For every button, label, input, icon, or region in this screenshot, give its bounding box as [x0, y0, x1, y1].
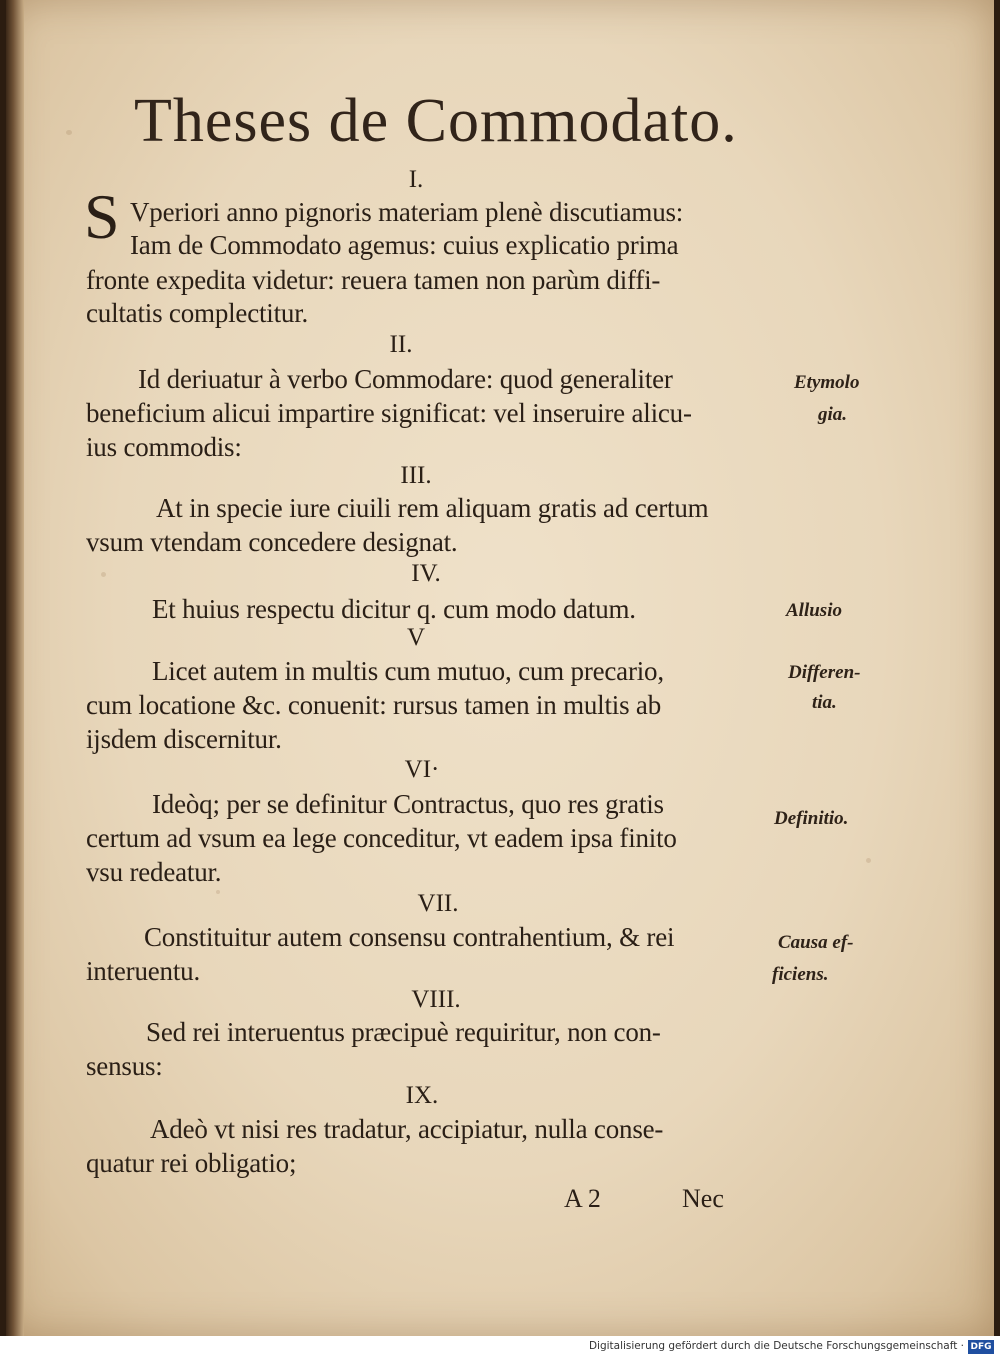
foxing-spot: [866, 858, 871, 863]
thesis-numeral: I.: [408, 166, 424, 193]
paper-sheet: [6, 0, 994, 1336]
thesis-numeral: V: [406, 624, 426, 651]
thesis-line: Et huius respectu dicitur q. cum modo datum.: [152, 594, 636, 624]
binding-edge: [6, 0, 24, 1336]
thesis-line: sensus:: [86, 1051, 163, 1081]
thesis-line: At in specie iure ciuili rem aliquam gratis ad certum: [156, 493, 709, 523]
margin-note: Allusio: [786, 600, 842, 621]
thesis-line: Id deriuatur à verbo Commodare: quod generaliter: [138, 364, 673, 394]
margin-note: Differen-: [788, 662, 861, 683]
thesis-line: Iam de Commodato agemus: cuius explicatio prima: [130, 230, 679, 260]
thesis-line: Vperiori anno pignoris materiam plenè discutiamus:: [130, 197, 684, 227]
margin-note: Etymolo: [794, 372, 860, 393]
catchword: Nec: [682, 1184, 724, 1213]
margin-note: Causa ef-: [778, 932, 854, 953]
dfg-logo-icon: DFG: [968, 1340, 994, 1354]
thesis-line: ijsdem discernitur.: [86, 724, 282, 754]
foxing-spot: [66, 130, 72, 135]
thesis-line: vsu redeatur.: [86, 857, 222, 887]
thesis-numeral: IX.: [405, 1082, 439, 1109]
signature-mark: A 2: [564, 1184, 601, 1213]
margin-note: ficiens.: [772, 964, 829, 985]
credit-bar: [0, 1336, 1000, 1358]
thesis-numeral: IV.: [411, 560, 441, 587]
thesis-line: beneficium alicui impartire significat: vel inseruire alicu-: [86, 398, 692, 428]
thesis-line: interuentu.: [86, 956, 201, 986]
thesis-numeral: II.: [389, 331, 413, 358]
margin-note: tia.: [812, 692, 837, 713]
margin-note: Definitio.: [774, 808, 849, 829]
thesis-line: Licet autem in multis cum mutuo, cum precario,: [152, 656, 664, 686]
thesis-line: Adeò vt nisi res tradatur, accipiatur, nulla conse-: [150, 1114, 664, 1144]
drop-cap: S: [84, 181, 120, 252]
thesis-line: fronte expedita videtur: reuera tamen non parùm diffi-: [86, 265, 661, 295]
page-title: Theses de Commodato.: [134, 87, 738, 155]
thesis-numeral: III.: [400, 462, 432, 489]
foxing-spot: [101, 572, 106, 577]
thesis-line: certum ad vsum ea lege conceditur, vt eadem ipsa finito: [86, 823, 677, 853]
thesis-numeral: VIII.: [411, 986, 461, 1013]
thesis-line: Ideòq; per se definitur Contractus, quo res gratis: [152, 789, 664, 819]
thesis-line: Sed rei interuentus præcipuè requiritur, non con-: [146, 1017, 661, 1047]
thesis-numeral: VI·: [404, 756, 440, 783]
thesis-line: ius commodis:: [86, 432, 242, 462]
thesis-line: Constituitur autem consensu contrahentium, & rei: [144, 922, 675, 952]
foxing-spot: [216, 890, 220, 894]
thesis-line: cum locatione &c. conuenit: rursus tamen in multis ab: [86, 690, 662, 720]
thesis-line: cultatis complectitur.: [86, 298, 309, 328]
margin-note: gia.: [818, 404, 848, 425]
thesis-line: vsum vtendam concedere designat.: [86, 527, 458, 557]
funding-credit: Digitalisierung gefördert durch die Deutsche Forschungsgemeinschaft ·: [588, 1340, 964, 1352]
thesis-numeral: VII.: [417, 890, 459, 917]
thesis-line: quatur rei obligatio;: [86, 1148, 297, 1178]
